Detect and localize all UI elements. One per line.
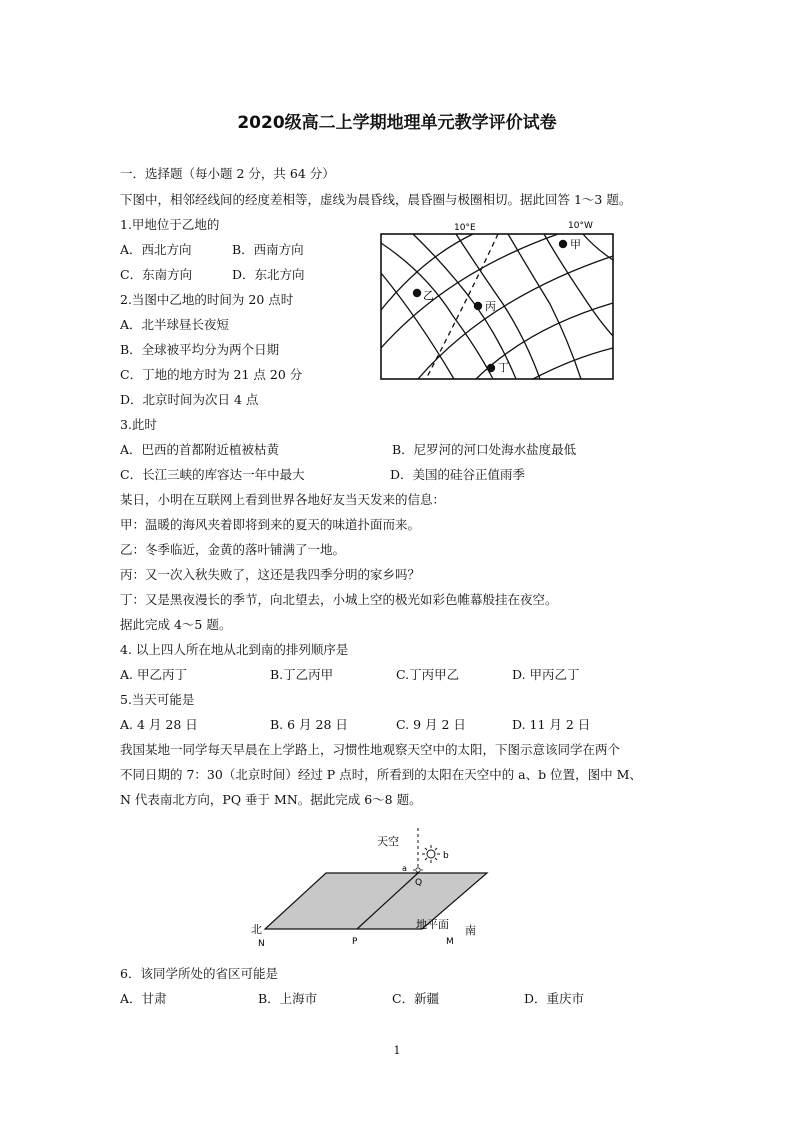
option-b: B. 6 月 28 日 (270, 717, 348, 732)
option-a: A．北半球昼长夜短 (120, 317, 230, 332)
sun-a-icon (413, 865, 423, 872)
passage-end: 据此完成 4～5 题。 (120, 617, 232, 632)
passage-line: 乙：冬季临近，金黄的落叶铺满了一地。 (120, 542, 346, 557)
option-d: D．美国的硅谷正值雨季 (390, 467, 526, 482)
page-number: 1 (393, 1044, 401, 1057)
passage-line: 我国某地一同学每天早晨在上学路上，习惯性地观察天空中的太阳，下图示意该同学在两个 (120, 742, 621, 757)
lon-label-left: 10°E (454, 223, 476, 233)
option-b: B．尼罗河的河口处海水盐度最低 (392, 442, 577, 457)
point-jia (559, 240, 567, 248)
option-c: C．丁地的地方时为 21 点 20 分 (120, 367, 303, 382)
label-ding: 丁 (498, 361, 509, 374)
horizon-plane (265, 873, 487, 929)
sun-b-icon (422, 845, 440, 863)
question-stem: 3.此时 (120, 417, 157, 432)
option-d: D．北京时间为次日 4 点 (120, 392, 259, 407)
question-stem: 4. 以上四人所在地从北到南的排列顺序是 (120, 642, 349, 657)
sun-position-diagram (240, 826, 500, 950)
label-q: Q (415, 878, 423, 888)
label-jia: 甲 (570, 238, 581, 251)
section-heading: 一．选择题（每小题 2 分，共 64 分） (120, 166, 335, 181)
option-a: A．甘肃 (120, 991, 167, 1006)
graticule-map (378, 218, 618, 386)
option-a: A．西北方向 (120, 242, 192, 257)
option-a: A．巴西的首都附近植被枯黄 (120, 442, 280, 457)
label-p: P (352, 937, 358, 947)
option-b: B．全球被平均分为两个日期 (120, 342, 280, 357)
option-c: C．东南方向 (120, 267, 193, 282)
passage-line: 丙：又一次入秋失败了，这还是我四季分明的家乡吗？ (120, 567, 421, 582)
option-c: C．长江三峡的库容达一年中最大 (120, 467, 305, 482)
option-c: C．新疆 (392, 991, 440, 1006)
question-intro: 下图中，相邻经线间的经度差相等，虚线为晨昏线，晨昏圈与极圈相切。据此回答 1～3 题。 (120, 192, 632, 207)
option-c: C.丁丙甲乙 (396, 667, 460, 682)
question-stem: 1.甲地位于乙地的 (120, 217, 220, 232)
question-stem: 5.当天可能是 (120, 692, 195, 707)
option-c: C. 9 月 2 日 (396, 717, 466, 732)
option-a: A. 4 月 28 日 (120, 717, 198, 732)
label-yi: 乙 (423, 289, 434, 302)
option-d: D．重庆市 (524, 991, 585, 1006)
point-ding (487, 364, 495, 372)
label-sky: 天空 (377, 835, 399, 848)
label-b: b (443, 851, 449, 861)
option-d: D. 11 月 2 日 (512, 717, 591, 732)
lon-label-right: 10°W (568, 221, 593, 231)
point-bing (474, 302, 482, 310)
passage-line: 甲：温暖的海风夹着即将到来的夏天的味道扑面而来。 (120, 517, 421, 532)
passage-line: N 代表南北方向，PQ 垂于 MN。据此完成 6～8 题。 (120, 792, 422, 807)
passage-intro: 某日，小明在互联网上看到世界各地好友当天发来的信息： (120, 492, 446, 507)
option-b: B.丁乙丙甲 (270, 667, 334, 682)
option-b: B．西南方向 (232, 242, 304, 257)
question-stem: 6．该同学所处的省区可能是 (120, 966, 278, 981)
option-d: D. 甲丙乙丁 (512, 667, 580, 682)
question-stem: 2.当图中乙地的时间为 20 点时 (120, 292, 294, 307)
label-bing: 丙 (485, 300, 496, 313)
option-a: A. 甲乙丙丁 (120, 667, 187, 682)
label-north: 北 (251, 923, 262, 936)
passage-line: 丁：又是黑夜漫长的季节，向北望去，小城上空的极光如彩色帷幕般挂在夜空。 (120, 592, 558, 607)
page-title: 2020级高二上学期地理单元教学评价试卷 (237, 113, 557, 133)
option-b: B．上海市 (258, 991, 318, 1006)
label-m: M (446, 937, 454, 947)
label-n: N (258, 939, 265, 949)
option-d: D．东北方向 (232, 267, 305, 282)
label-south: 南 (465, 924, 476, 937)
passage-line: 不同日期的 7：30（北京时间）经过 P 点时，所看到的太阳在天空中的 a、b 位置，图中 M、 (120, 767, 642, 782)
label-horizon: 地平面 (416, 918, 449, 931)
point-yi (413, 289, 421, 297)
label-a: a (402, 864, 407, 873)
